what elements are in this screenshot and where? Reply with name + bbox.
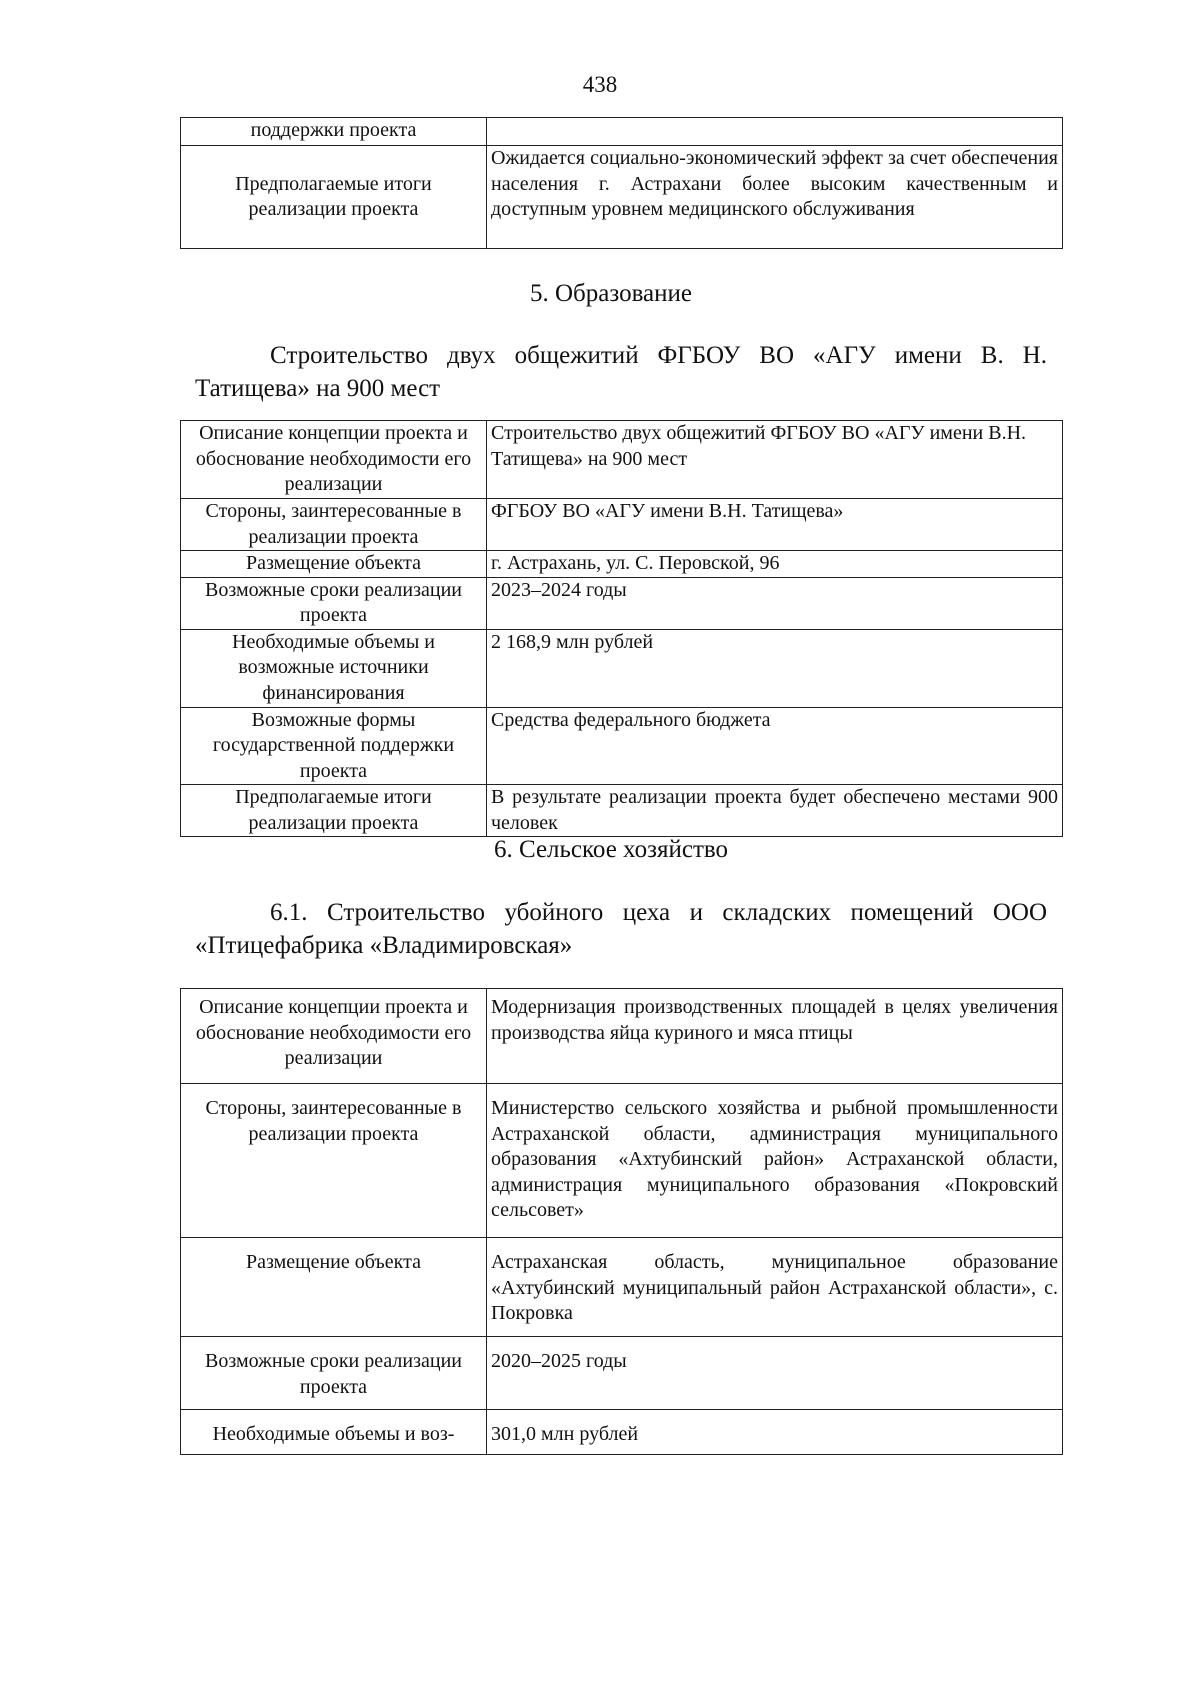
table-row <box>181 785 1063 837</box>
row-label: Возможные сроки реализации проекта <box>181 577 487 629</box>
row-label: поддержки проекта <box>181 118 487 146</box>
table-slaughterhouse <box>180 988 1063 1455</box>
row-value <box>487 118 1063 146</box>
row-label: Стороны, заинтересованные в реализации проекта <box>181 499 487 551</box>
row-label: Возможные сроки реализации проекта <box>181 1337 487 1410</box>
row-label: Необходимые объемы и возможные источники финансирования <box>181 629 487 707</box>
row-value: 301,0 млн рублей <box>487 1410 1063 1455</box>
table-row <box>181 577 1063 629</box>
row-value: г. Астрахань, ул. С. Перовской, 96 <box>487 551 1063 578</box>
table-row <box>181 1238 1063 1337</box>
project-title-slaughterhouse: 6.1. Строительство убойного цеха и складских помещений ООО «Птицефабрика «Владимировская» <box>195 899 1047 959</box>
table-healthcare-continuation <box>180 117 1063 249</box>
table-row <box>181 421 1063 499</box>
row-value: 2023–2024 годы <box>487 577 1063 629</box>
row-value: Средства федерального бюджета <box>487 707 1063 785</box>
row-label: Предполагаемые итоги реализации проекта <box>181 146 487 249</box>
section-heading-agriculture: 6. Сельское хозяйство <box>493 836 729 863</box>
row-label: Возможные формы государственной поддержки проекта <box>181 707 487 785</box>
row-label: Размещение объекта <box>181 1238 487 1337</box>
row-value: В результате реализации проекта будет обеспечено местами 900 человек <box>487 785 1063 837</box>
project-title-dormitories: Строительство двух общежитий ФГБОУ ВО «АГУ имени В. Н. Татищева» на 900 мест <box>195 342 1047 402</box>
row-value: Министерство сельского хозяйства и рыбной промышленности Астраханской области, администрация муниципального образования «Ахтубинский район» Астраханской области, администрация муниципального образования «Покровский сельсовет» <box>487 1084 1063 1238</box>
row-label: Стороны, заинтересованные в реализации проекта <box>181 1084 487 1238</box>
row-label: Предполагаемые итоги реализации проекта <box>181 785 487 837</box>
row-label: Описание концепции проекта и обоснование необходимости его реализации <box>181 989 487 1084</box>
row-value: ФГБОУ ВО «АГУ имени В.Н. Татищева» <box>487 499 1063 551</box>
row-value: Ожидается социально-экономический эффект за счет обеспечения населения г. Астрахани более высоким качественным и доступным уровнем медицинского обслуживания <box>487 146 1063 249</box>
table-row <box>181 1084 1063 1238</box>
table-row <box>181 1337 1063 1410</box>
table-dormitories <box>180 420 1063 837</box>
row-label: Размещение объекта <box>181 551 487 578</box>
table-row <box>181 118 1063 146</box>
row-value: Строительство двух общежитий ФГБОУ ВО «АГУ имени В.Н. Татищева» на 900 мест <box>487 421 1063 499</box>
table-row <box>181 629 1063 707</box>
table-row <box>181 707 1063 785</box>
table-row <box>181 551 1063 578</box>
row-label: Необходимые объемы и воз- <box>181 1410 487 1455</box>
table-row <box>181 1410 1063 1455</box>
row-label: Описание концепции проекта и обоснование необходимости его реализации <box>181 421 487 499</box>
row-value: Модернизация производственных площадей в целях увеличения производства яйца куриного и мяса птицы <box>487 989 1063 1084</box>
row-value: Астраханская область, муниципальное образование «Ахтубинский муниципальный район Астраханской области», с. Покровка <box>487 1238 1063 1337</box>
table-row <box>181 499 1063 551</box>
section-heading-education: 5. Образование <box>529 280 693 307</box>
row-value: 2 168,9 млн рублей <box>487 629 1063 707</box>
row-value: 2020–2025 годы <box>487 1337 1063 1410</box>
table-row <box>181 989 1063 1084</box>
page-number: 438 <box>582 72 618 97</box>
table-row <box>181 146 1063 249</box>
